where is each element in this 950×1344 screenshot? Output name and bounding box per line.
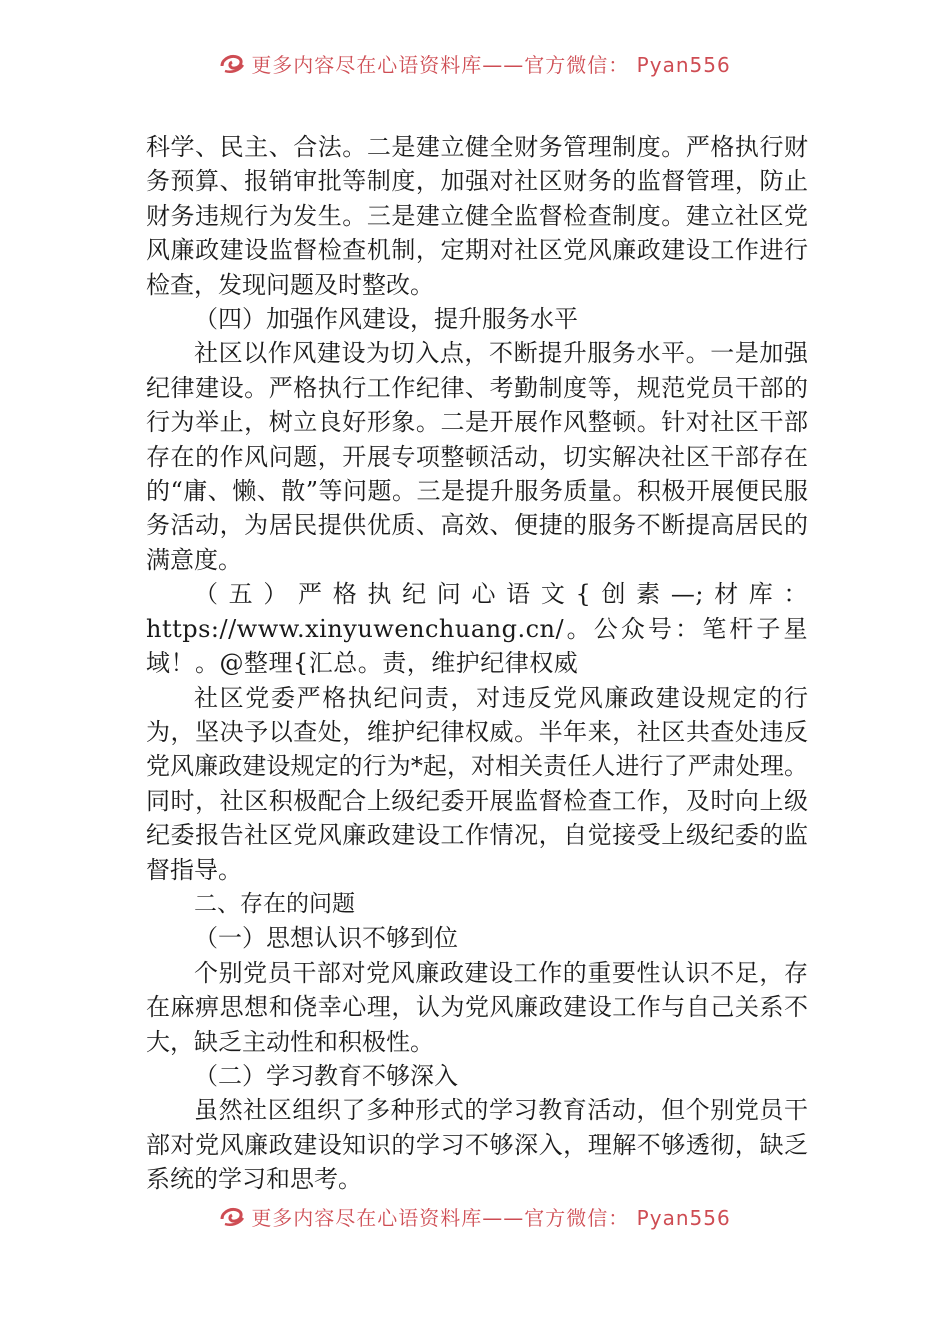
header-banner-text: 更多内容尽在心语资料库——官方微信： Pyan556 <box>251 52 731 77</box>
paragraph-continuation: 科学、民主、合法。二是建立健全财务管理制度。严格执行财务预算、报销审批等制度，加强对社区财务的监督管理，防止财务违规行为发生。三是建立健全监督检查制度。建立社区党风廉政建设监督检查机制，定期对社区党风廉政建设工作进行检查，发现问题及时整改。 <box>146 133 808 299</box>
paragraph-problem-2: 虽然社区组织了多种形式的学习教育活动，但个别党员干部对党风廉政建设知识的学习不够深入，理解不够透彻，缺乏系统的学习和思考。 <box>146 1096 808 1194</box>
swirl-logo-icon <box>219 52 245 74</box>
footer-banner <box>0 1205 950 1239</box>
subheading-4: （四）加强作风建设，提升服务水平 <box>194 305 578 334</box>
paragraph-discipline: 社区党委严格执纪问责，对违反党风廉政建设规定的行为，坚决予以查处，维护纪律权威。半年来，社区共查处违反党风廉政建设规定的行为*起，对相关责任人进行了严肃处理。同时，社区积极配合上级纪委开展监督检查工作，及时向上级纪委报告社区党风廉政建设工作情况，自觉接受上级纪委的监督指导。 <box>146 683 808 884</box>
section-heading-problems: 二、存在的问题 <box>194 890 355 917</box>
subheading-problem-2: （二）学习教育不够深入 <box>194 1061 458 1090</box>
subheading-5: （五）严格执纪问心语文{创素—;材库：https://www.xinyuwenchuang.cn/。公众号：笔杆子星域！。@整理{汇总。责，维护纪律权威 <box>146 580 808 678</box>
subheading-problem-1: （一）思想认识不够到位 <box>194 924 458 953</box>
footer-banner-text: 更多内容尽在心语资料库——官方微信： Pyan556 <box>251 1205 731 1230</box>
header-banner <box>0 52 950 86</box>
paragraph-problem-1: 个别党员干部对党风廉政建设工作的重要性认识不足，存在麻痹思想和侥幸心理，认为党风廉政建设工作与自己关系不大，缺乏主动性和积极性。 <box>146 958 808 1056</box>
document-body <box>146 130 808 1197</box>
swirl-logo-icon <box>219 1205 245 1227</box>
paragraph-style-building: 社区以作风建设为切入点，不断提升服务水平。一是加强纪律建设。严格执行工作纪律、考勤制度等，规范党员干部的行为举止，树立良好形象。二是开展作风整顿。针对社区干部存在的作风问题，开展专项整顿活动，切实解决社区干部存在的“庸、懒、散”等问题。三是提升服务质量。积极开展便民服务活动，为居民提供优质、高效、便捷的服务不断提高居民的满意度。 <box>146 339 808 574</box>
